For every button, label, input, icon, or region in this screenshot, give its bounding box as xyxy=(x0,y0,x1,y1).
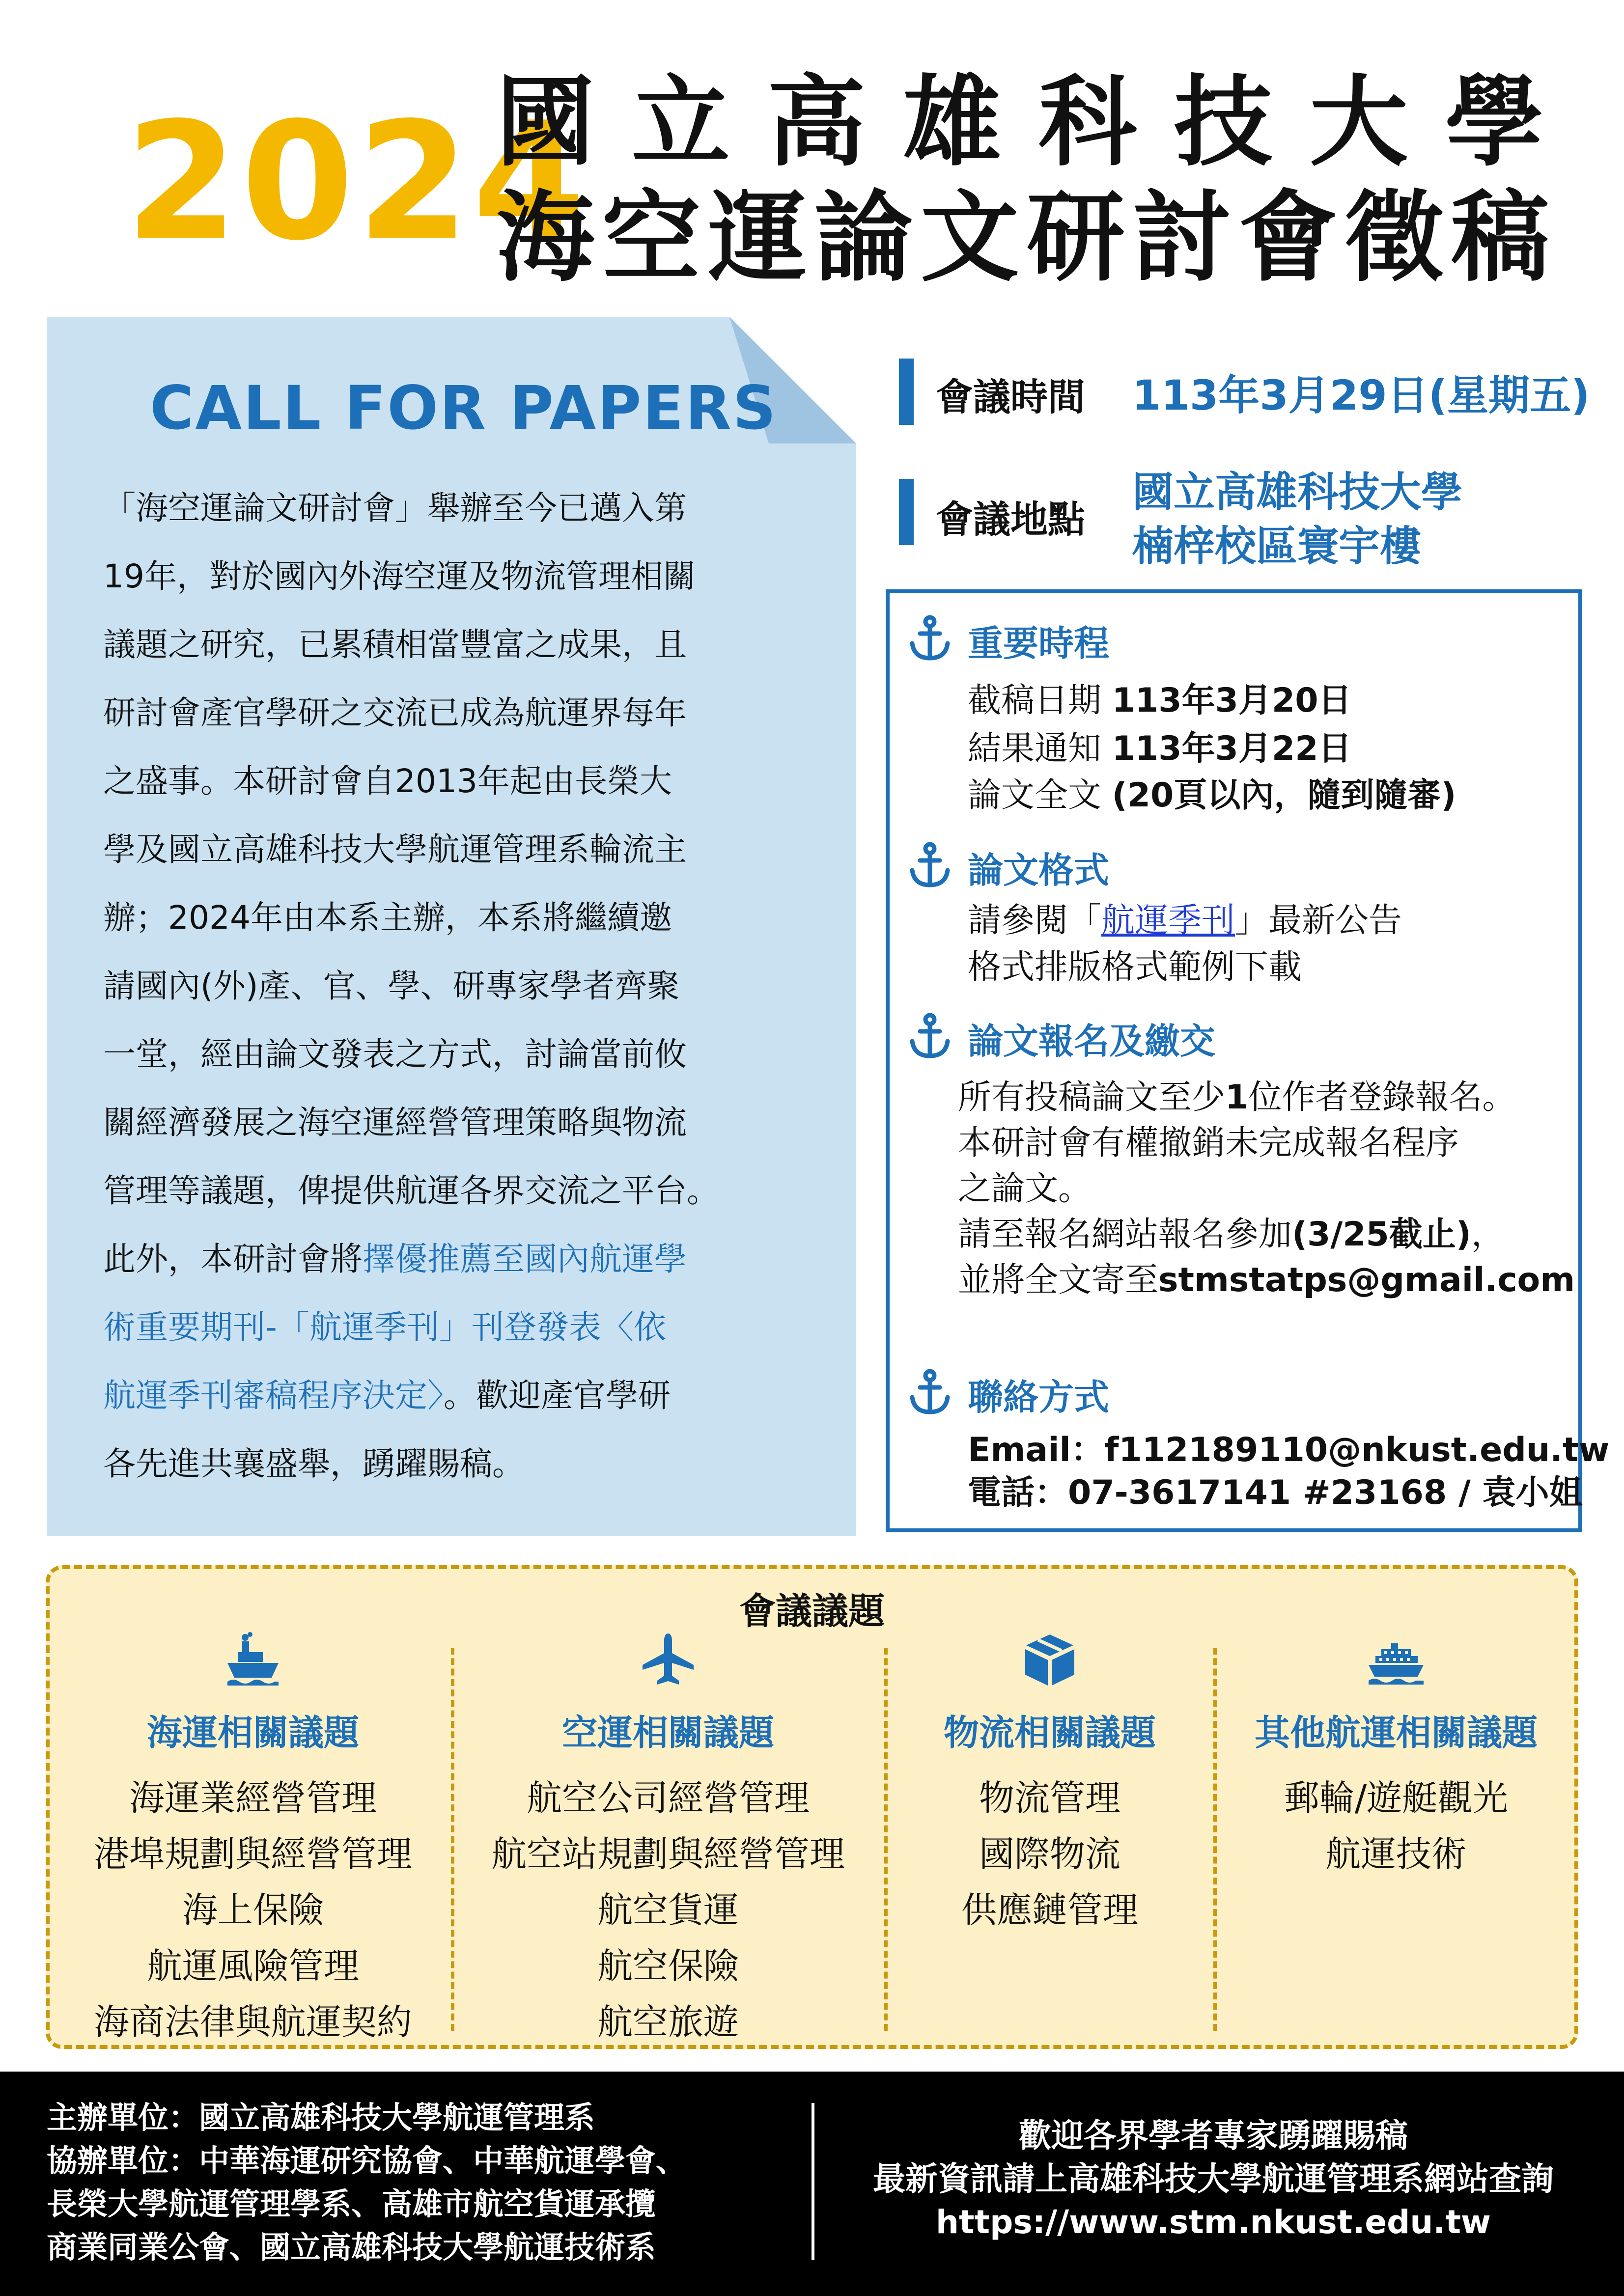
shipping-quarterly-link[interactable]: 航運季刊 xyxy=(1101,901,1235,940)
meeting-place-label: 會議地點 xyxy=(936,498,1085,541)
topic-item: 航空站規劃與經營管理 xyxy=(491,1833,845,1875)
anchor-icon xyxy=(905,841,954,890)
registration-title: 論文報名及繳交 xyxy=(968,1021,1216,1062)
cargo-ship-icon xyxy=(224,1631,282,1689)
format-title: 論文格式 xyxy=(968,850,1110,891)
topic-item: 海運業經營管理 xyxy=(129,1777,377,1819)
notification-line: 結果通知 113年3月22日 xyxy=(968,729,1352,768)
topic-item: 航運風險管理 xyxy=(146,1945,359,1987)
cfp-line: 議題之研究，已累積相當豐富之成果，且 xyxy=(103,626,687,664)
registration-line2: 本研討會有權撤銷未完成報名程序 xyxy=(958,1124,1459,1162)
registration-line3: 之論文。 xyxy=(958,1169,1092,1208)
topic-column-other xyxy=(1219,1631,1573,1882)
meeting-time-value: 113年3月29日(星期五) xyxy=(1132,371,1590,419)
contact-email-line: Email：f112189110@nkust.edu.tw xyxy=(968,1431,1610,1469)
registration-line4: 請至報名網站報名參加(3/25截止)， xyxy=(958,1215,1505,1254)
footer-info xyxy=(825,2114,1601,2244)
topic-item: 海商法律與航運契約 xyxy=(93,2001,412,2043)
cfp-line: 辦；2024年由本系主辦，本系將繼續邀 xyxy=(103,899,672,937)
cfp-line: 學及國立高雄科技大學航運管理系輪流主 xyxy=(103,830,687,868)
package-box-icon xyxy=(1020,1631,1079,1689)
topic-column-title: 海運相關議題 xyxy=(146,1712,359,1753)
topic-item: 航空保險 xyxy=(597,1945,739,1987)
contact-email[interactable]: f112189110@nkust.edu.tw xyxy=(1104,1431,1610,1469)
cfp-text: 此外，本研討會將 xyxy=(103,1240,363,1278)
contact-title: 聯絡方式 xyxy=(968,1377,1110,1418)
topic-column-maritime xyxy=(64,1631,442,2050)
registration-line5: 並將全文寄至stmstatps@gmail.com xyxy=(958,1261,1575,1300)
cfp-line: 關經濟發展之海空運經營管理策略與物流 xyxy=(103,1104,687,1141)
deadline-line: 截稿日期 113年3月20日 xyxy=(968,681,1352,720)
submission-email[interactable]: stmstatps@gmail.com xyxy=(1158,1261,1575,1300)
co-organizer-line: 長榮大學航運管理學系、高雄市航空貨運承攬 xyxy=(47,2186,656,2222)
topic-item: 航空貨運 xyxy=(597,1889,739,1931)
topic-item: 航運技術 xyxy=(1325,1833,1467,1875)
topic-item: 航空旅遊 xyxy=(597,2001,739,2043)
contact-phone-line: 電話：07-3617141 #23168 / 袁小姐 xyxy=(968,1473,1583,1512)
cfp-highlight: 航運季刊審稿程序決定〉 xyxy=(103,1377,444,1414)
topic-item: 供應鏈管理 xyxy=(961,1889,1138,1931)
call-for-papers-body xyxy=(103,474,835,1498)
cfp-line xyxy=(103,1225,835,1293)
place-accent-bar xyxy=(899,479,914,545)
website-url[interactable]: https://www.stm.nkust.edu.tw xyxy=(935,2203,1491,2241)
footer-divider xyxy=(812,2103,814,2260)
co-organizer-line: 商業同業公會、國立高雄科技大學航運技術系 xyxy=(47,2229,656,2265)
welcome-line: 歡迎各界學者專家踴躍賜稿 xyxy=(1019,2117,1408,2155)
time-accent-bar xyxy=(899,359,914,425)
topic-item: 航空公司經營管理 xyxy=(526,1777,810,1819)
website-info-line: 最新資訊請上高雄科技大學航運管理系網站查詢 xyxy=(873,2160,1554,2198)
registration-line1: 所有投稿論文至少1位作者登錄報名。 xyxy=(958,1078,1516,1117)
title-university: 國立高雄科技大學 xyxy=(496,65,1581,180)
title-conference: 海空運論文研討會徵稿 xyxy=(496,181,1558,295)
topic-item: 物流管理 xyxy=(979,1777,1120,1819)
year-label: 2024 xyxy=(125,87,588,276)
topic-column-title: 空運相關議題 xyxy=(561,1712,774,1753)
cfp-line: 請國內(外)產、官、學、研專家學者齊聚 xyxy=(103,967,680,1005)
cruise-ship-icon xyxy=(1367,1631,1426,1689)
topics-title: 會議議題 xyxy=(739,1590,885,1632)
meeting-time-label: 會議時間 xyxy=(936,375,1085,419)
topic-item: 國際物流 xyxy=(979,1833,1120,1875)
cfp-highlight: 擇優推薦至國內航運學 xyxy=(363,1240,687,1278)
cfp-text: 。歡迎產官學研 xyxy=(444,1377,671,1414)
cfp-line: 各先進共襄盛舉，踴躍賜稿。 xyxy=(103,1445,525,1483)
meeting-place-value-line2: 楠梓校區寰宇樓 xyxy=(1132,522,1422,570)
topic-column-title: 物流相關議題 xyxy=(943,1712,1156,1753)
cfp-line xyxy=(103,1361,835,1430)
topic-column-aviation xyxy=(457,1631,879,2050)
column-divider xyxy=(884,1648,888,2031)
anchor-icon xyxy=(905,614,954,663)
cfp-line: 研討會產官學研之交流已成為航運界每年 xyxy=(103,694,687,732)
cfp-line: 管理等議題，俾提供航運各界交流之平台。 xyxy=(103,1172,719,1210)
airplane-icon xyxy=(639,1631,698,1689)
full-paper-line: 論文全文 (20頁以內，隨到隨審) xyxy=(968,776,1456,815)
topic-column-logistics xyxy=(890,1631,1209,1938)
topic-item: 港埠規劃與經營管理 xyxy=(93,1833,412,1875)
cfp-line: 19年，對於國內外海空運及物流管理相關 xyxy=(103,557,696,595)
format-line2: 格式排版格式範例下載 xyxy=(968,948,1302,987)
column-divider xyxy=(1213,1648,1217,2031)
cfp-line: 之盛事。本研討會自2013年起由長榮大 xyxy=(103,762,672,800)
call-for-papers-title: CALL FOR PAPERS xyxy=(150,373,778,443)
format-line1: 請參閱「航運季刊」最新公告 xyxy=(968,901,1402,940)
topic-column-title: 其他航運相關議題 xyxy=(1254,1712,1538,1753)
topic-item: 郵輪/遊艇觀光 xyxy=(1284,1777,1509,1819)
cfp-line: 「海空運論文研討會」舉辦至今已邁入第 xyxy=(103,489,687,527)
meeting-place-value-line1: 國立高雄科技大學 xyxy=(1132,468,1463,516)
organizer-line: 主辦單位：國立高雄科技大學航運管理系 xyxy=(47,2100,595,2135)
organizers xyxy=(47,2096,686,2269)
cfp-line: 一堂，經由論文發表之方式，討論當前攸 xyxy=(103,1035,687,1073)
co-organizer-line: 協辦單位：中華海運研究協會、中華航運學會、 xyxy=(47,2143,687,2179)
schedule-title: 重要時程 xyxy=(968,623,1110,664)
cfp-highlight: 術重要期刊-「航運季刊」刊登發表〈依 xyxy=(103,1308,666,1346)
topic-item: 海上保險 xyxy=(182,1889,324,1931)
anchor-icon xyxy=(905,1368,954,1417)
anchor-icon xyxy=(905,1012,954,1061)
column-divider xyxy=(451,1648,454,2031)
